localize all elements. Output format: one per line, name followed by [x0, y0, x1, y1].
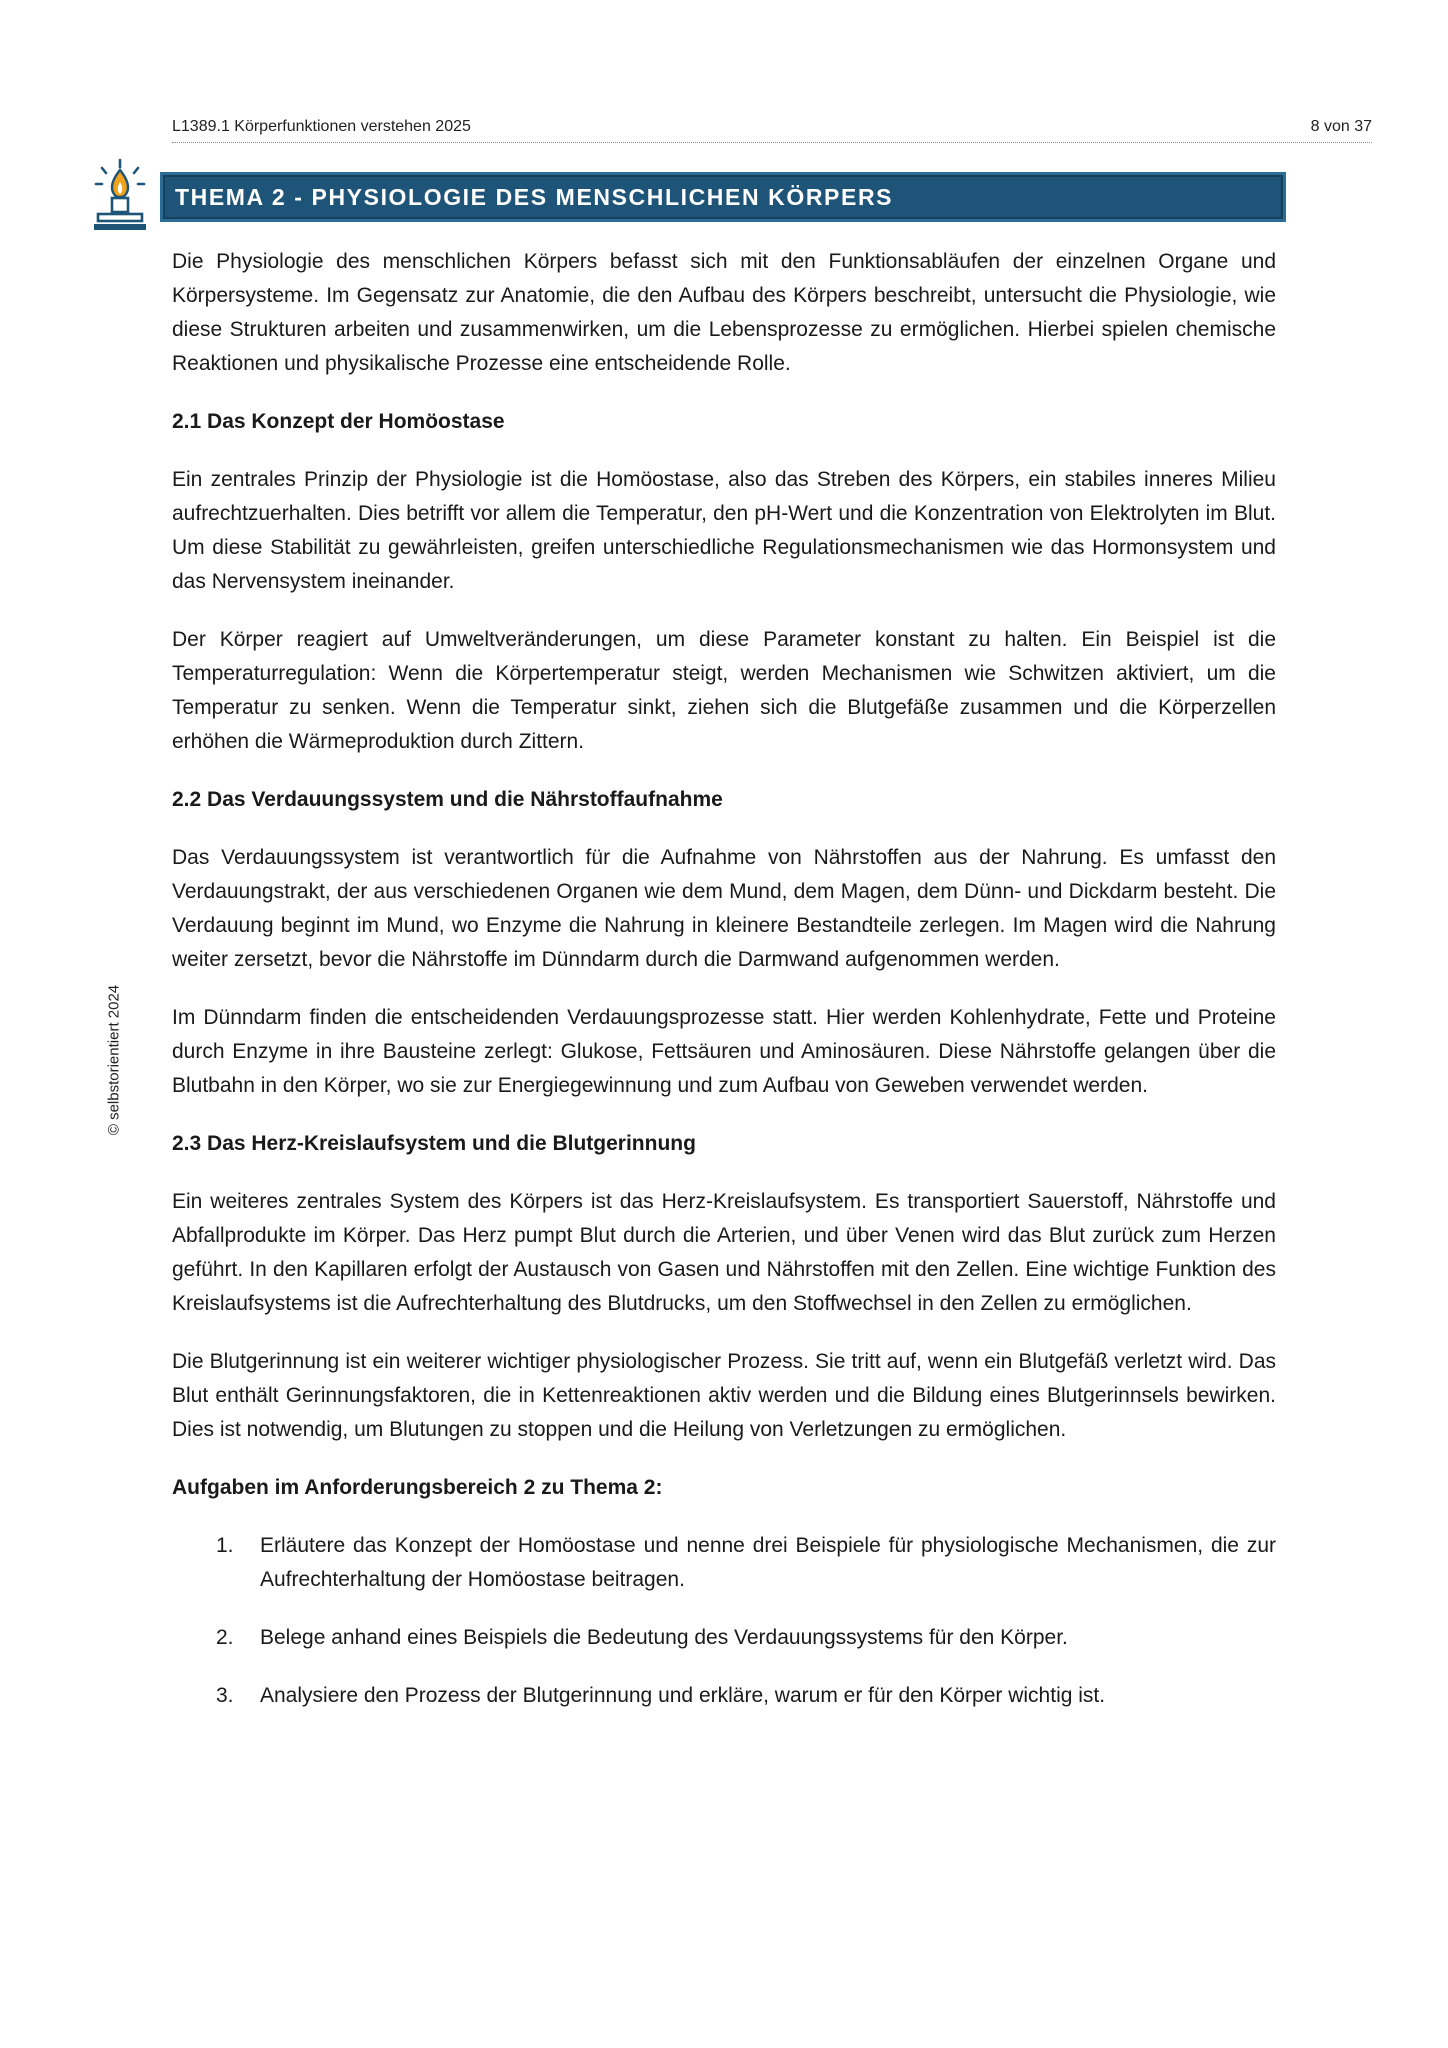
- tasks-list: [172, 1529, 1276, 1713]
- paragraph: Ein zentrales Prinzip der Physiologie ist die Homöostase, also das Streben des Körpers, ein stabiles inneres Milieu aufrechtzuerhalten. Dies betrifft vor allem die Temperatur, den pH-Wert und die Konzentration von Elektrolyten im Blut. Um diese Stabilität zu gewährleisten, greifen unterschiedliche Regulationsmechanismen wie das Hormonsystem und das Nervensystem ineinander.: [172, 468, 1276, 593]
- copyright-notice: © selbstorientiert 2024: [105, 984, 123, 1136]
- paragraph: Das Verdauungssystem ist verantwortlich für die Aufnahme von Nährstoffen aus der Nahrung. Es umfasst den Verdauungstrakt, der aus verschiedenen Organen wie dem Mund, dem Magen, dem Dünn- und Dickdarm besteht. Die Verdauung beginnt im Mund, wo Enzyme die Nahrung in kleinere Bestandteile zerlegen. Im Magen wird die Nahrung weiter zersetzt, bevor die Nährstoffe im Dünndarm durch die Darmwand aufgenommen werden.: [172, 846, 1276, 971]
- intro-paragraph: Die Physiologie des menschlichen Körpers befasst sich mit den Funktionsabläufen der einzelnen Organe und Körpersysteme. Im Gegensatz zur Anatomie, die den Aufbau des Körpers beschreibt, untersucht die Physiologie, wie diese Strukturen arbeiten und zusammenwirken, um die Lebensprozesse zu ermöglichen. Hierbei spielen chemische Reaktionen und physikalische Prozesse eine entscheidende Rolle.: [172, 250, 1276, 375]
- list-item-text: Belege anhand eines Beispiels die Bedeutung des Verdauungssystems für den Körper.: [260, 1626, 1068, 1649]
- list-item: [172, 1529, 1276, 1597]
- list-item: [172, 1621, 1276, 1655]
- section-heading-herz-kreislaufsystem: 2.3 Das Herz-Kreislaufsystem und die Blutgerinnung: [172, 1132, 696, 1155]
- document-body: [172, 245, 1276, 1737]
- paragraph: Die Blutgerinnung ist ein weiterer wichtiger physiologischer Prozess. Sie tritt auf, wenn ein Blutgefäß verletzt wird. Das Blut enthält Gerinnungsfaktoren, die in Kettenreaktionen aktiv werden und die Bildung eines Blutgerinnsels bewirken. Dies ist notwendig, um Blutungen zu stoppen und die Heilung von Verletzungen zu ermöglichen.: [172, 1350, 1276, 1441]
- list-item-number: 3.: [216, 1684, 234, 1707]
- tasks-heading: Aufgaben im Anforderungsbereich 2 zu Thema 2:: [172, 1476, 663, 1499]
- theme-banner: [160, 172, 1286, 222]
- list-item-text: Erläutere das Konzept der Homöostase und nenne drei Beispiele für physiologische Mechanismen, die zur Aufrechterhaltung der Homöostase beitragen.: [260, 1534, 1276, 1591]
- page-number: 8 von 37: [1310, 118, 1372, 135]
- list-item-text: Analysiere den Prozess der Blutgerinnung und erkläre, warum er für den Körper wichtig ist.: [260, 1684, 1106, 1707]
- paragraph: Der Körper reagiert auf Umweltveränderungen, um diese Parameter konstant zu halten. Ein Beispiel ist die Temperaturregulation: Wenn die Körpertemperatur steigt, werden Mechanismen wie Schwitzen aktiviert, um die Temperatur zu senken. Wenn die Temperatur sinkt, ziehen sich die Blutgefäße zusammen und die Körperzellen erhöhen die Wärmeproduktion durch Zittern.: [172, 628, 1276, 753]
- section-heading-homoeostase: 2.1 Das Konzept der Homöostase: [172, 410, 505, 433]
- list-item: [172, 1679, 1276, 1713]
- paragraph: Ein weiteres zentrales System des Körpers ist das Herz-Kreislaufsystem. Es transportiert Sauerstoff, Nährstoffe und Abfallprodukte im Körper. Das Herz pumpt Blut durch die Arterien, und über Venen wird das Blut zurück zum Herzen geführt. In den Kapillaren erfolgt der Austausch von Gasen und Nährstoffen mit den Zellen. Eine wichtige Funktion des Kreislaufsystems ist die Aufrechterhaltung des Blutdrucks, um den Stoffwechsel in den Zellen zu ermöglichen.: [172, 1190, 1276, 1315]
- theme-title: THEMA 2 - PHYSIOLOGIE DES MENSCHLICHEN KÖRPERS: [175, 184, 894, 210]
- paragraph: Im Dünndarm finden die entscheidenden Verdauungsprozesse statt. Hier werden Kohlenhydrate, Fette und Proteine durch Enzyme in ihre Bausteine zerlegt: Glukose, Fettsäuren und Aminosäuren. Diese Nährstoffe gelangen über die Blutbahn in den Körper, wo sie zur Energiegewinnung und zum Aufbau von Geweben verwendet werden.: [172, 1006, 1276, 1097]
- page-header: [172, 114, 1372, 143]
- section-heading-verdauungssystem: 2.2 Das Verdauungssystem und die Nährstoffaufnahme: [172, 788, 723, 811]
- list-item-number: 1.: [216, 1534, 234, 1557]
- list-item-number: 2.: [216, 1626, 234, 1649]
- document-title: L1389.1 Körperfunktionen verstehen 2025: [172, 118, 471, 135]
- candle-icon: [92, 158, 148, 238]
